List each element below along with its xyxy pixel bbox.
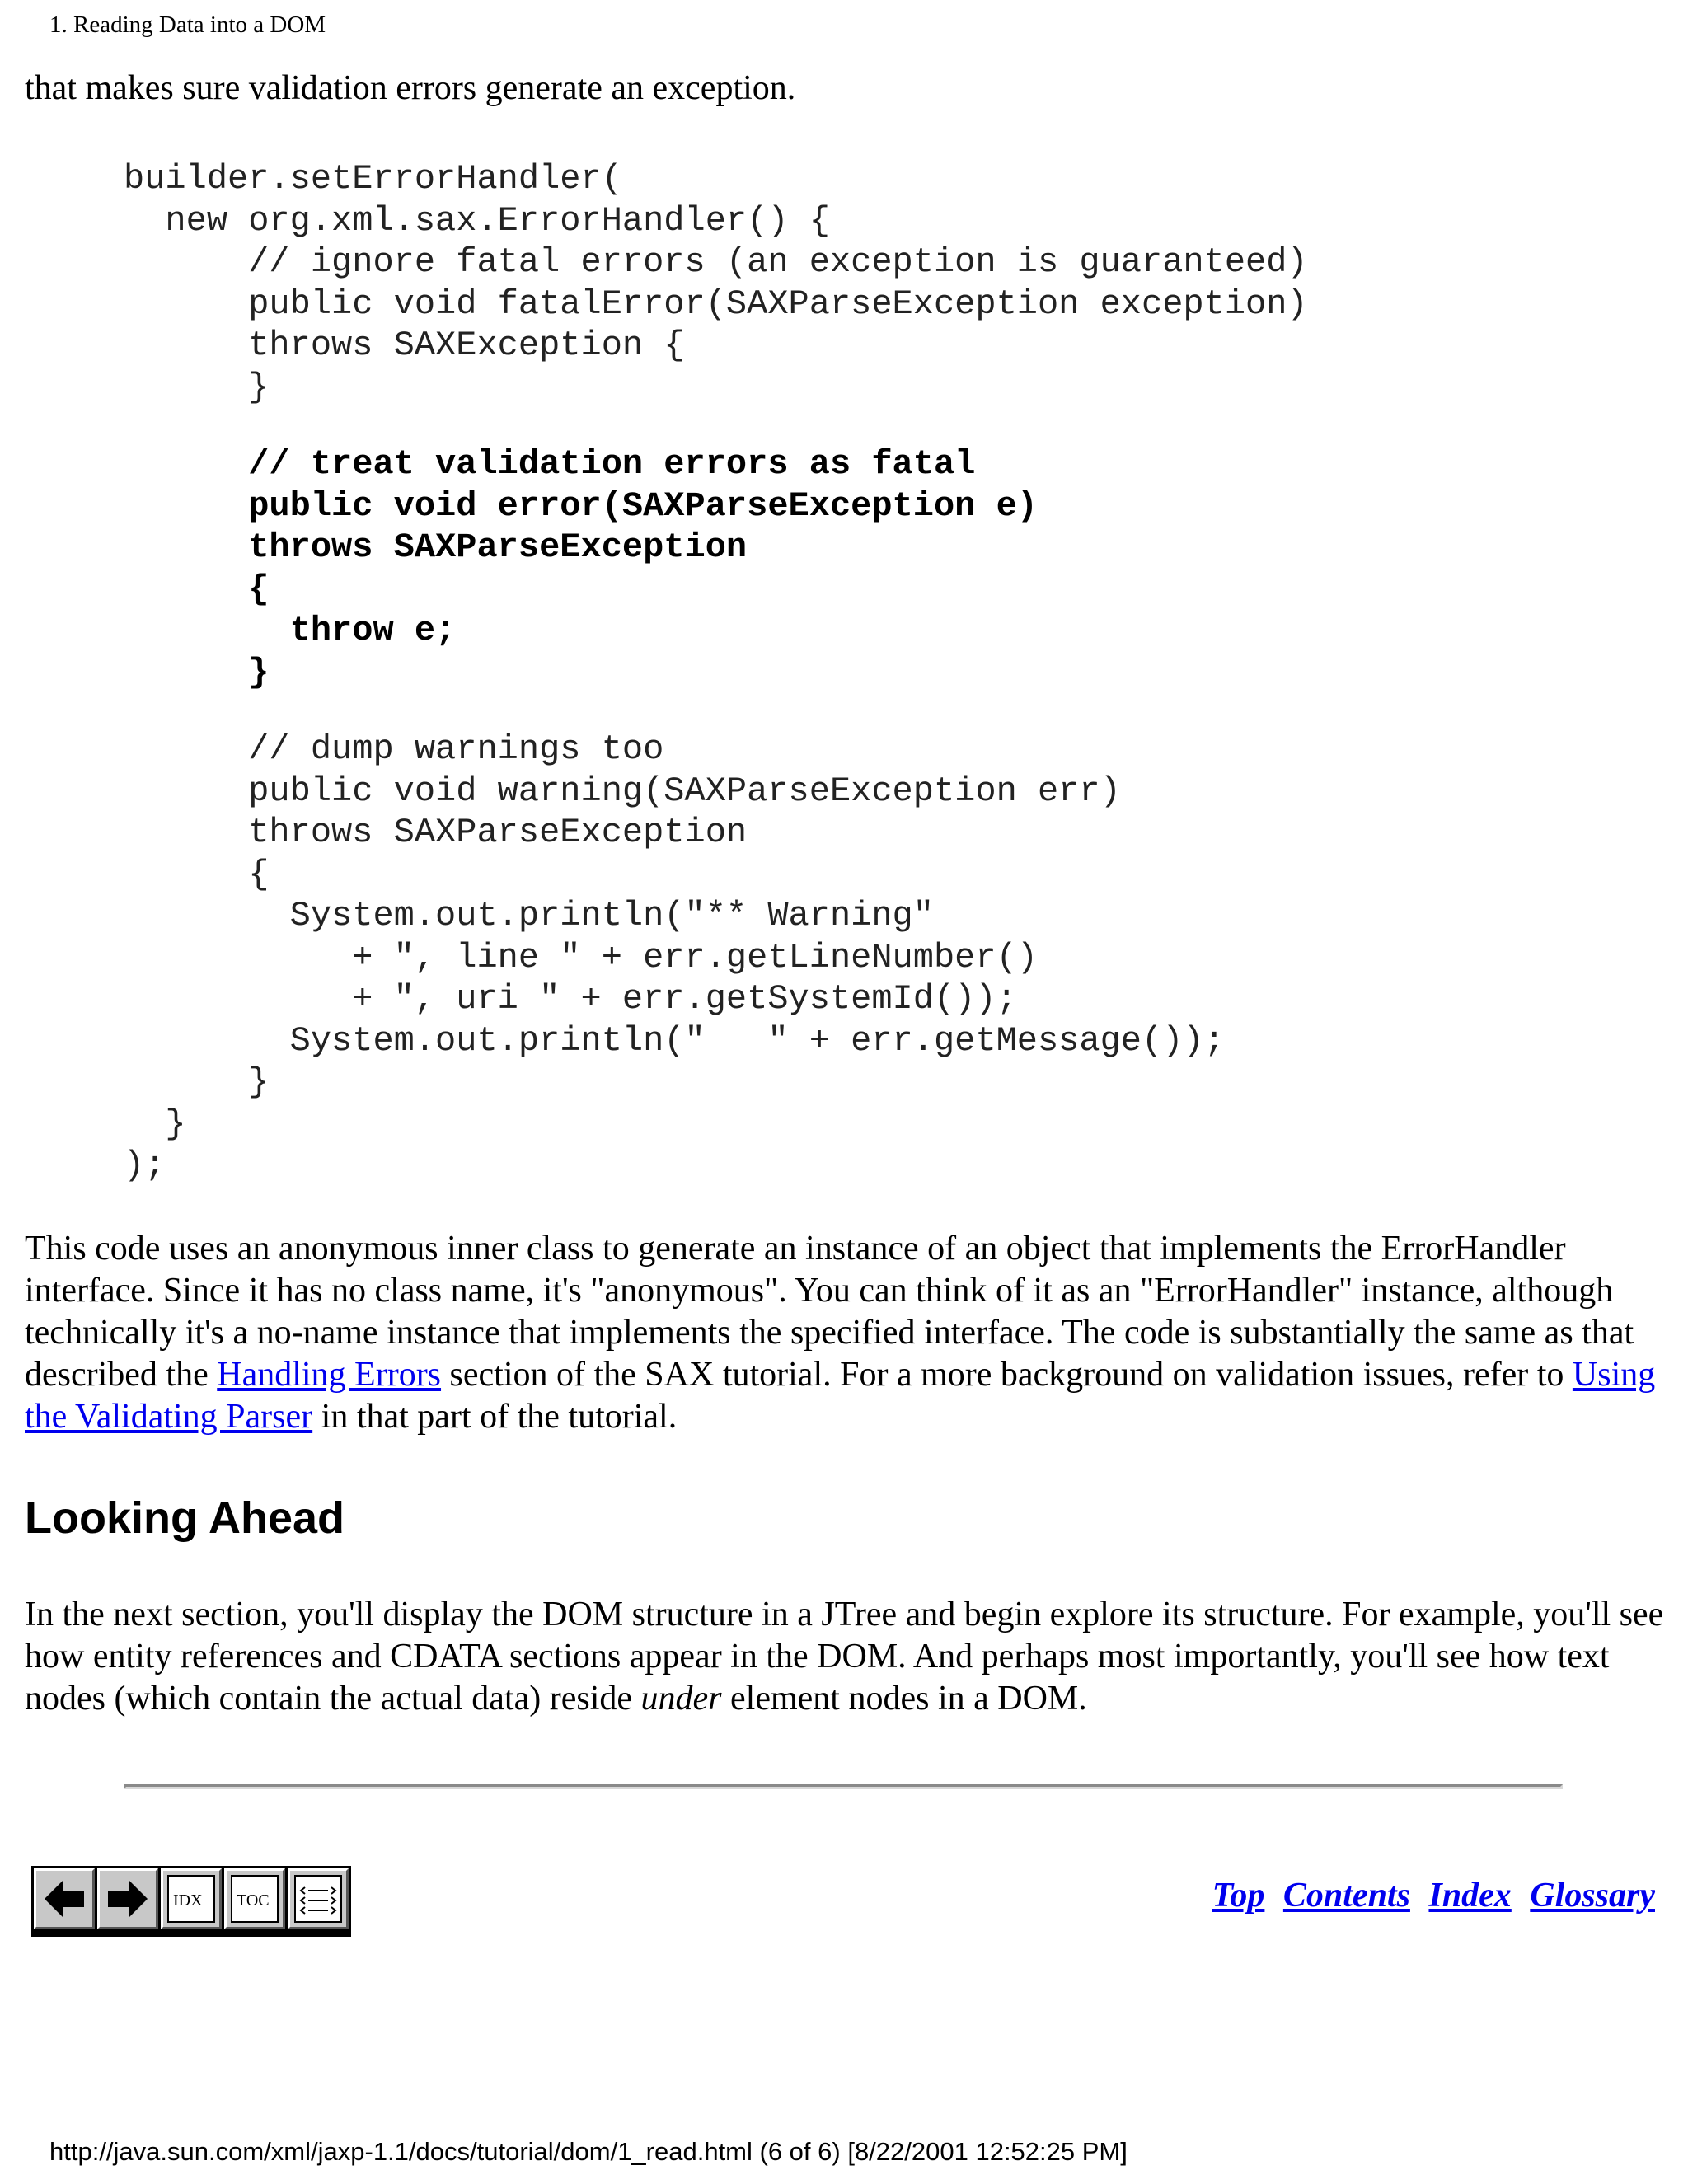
next-button[interactable]: [97, 1868, 158, 1929]
validating-parser-link[interactable]: Using the Validating Parser: [25, 1356, 1656, 1436]
explanation-paragraph: [25, 1228, 1673, 1438]
section-heading: Looking Ahead: [25, 1493, 345, 1543]
code-line: [124, 693, 1308, 729]
code-line: new org.xml.sax.ErrorHandler() {: [124, 200, 830, 241]
code-line: // dump warnings too: [124, 729, 664, 769]
code-line: throws SAXParseException: [124, 813, 748, 852]
code-line: {: [124, 854, 270, 894]
code-line: // treat validation errors as fatal: [124, 444, 976, 484]
code-line: System.out.println("** Warning": [124, 896, 934, 935]
code-line: public void error(SAXParseException e): [124, 485, 1038, 526]
handling-errors-link[interactable]: Handling Errors: [217, 1356, 442, 1394]
code-line: }: [124, 367, 270, 407]
index-icon: [166, 1874, 216, 1924]
page-header: 1. Reading Data into a DOM: [49, 12, 326, 38]
code-line: + ", line " + err.getLineNumber(): [124, 937, 1038, 977]
paragraph-text: section of the SAX tutorial. For a more background on validation issues, refer to: [441, 1356, 1573, 1394]
emphasis-text: under: [640, 1680, 722, 1718]
code-line: public void fatalError(SAXParseException exception): [124, 284, 1308, 324]
previous-arrow-icon: [41, 1876, 87, 1922]
intro-text: that makes sure validation errors generate an exception.: [25, 69, 796, 107]
code-line: throw e;: [124, 611, 457, 650]
toc-button[interactable]: [224, 1868, 285, 1929]
nav-links: [1203, 1872, 1655, 1919]
paragraph-text: element nodes in a DOM.: [721, 1680, 1087, 1718]
paragraph-text: in that part of the tutorial.: [312, 1398, 678, 1436]
paragraph-text: In the next section, you'll display the DOM structure in a JTree and begin explore its structure. For example, you'll see how entity references and CDATA sections appear in the DOM. And perhaps most importantly, you'll see how text nodes (which contain the actual data) reside: [25, 1596, 1664, 1718]
code-line: builder.setErrorHandler(: [124, 159, 622, 199]
code-line: }: [124, 1104, 186, 1144]
glossary-button[interactable]: [288, 1868, 349, 1929]
code-line: throws SAXParseException: [124, 527, 748, 567]
code-line: );: [124, 1146, 166, 1185]
code-line: public void warning(SAXParseException err): [124, 771, 1121, 811]
glossary-icon: [293, 1874, 343, 1924]
index-icon-label: IDX: [173, 1891, 203, 1910]
contents-link[interactable]: Contents: [1282, 1877, 1410, 1915]
paragraph-text: This code uses an anonymous inner class to generate an instance of an object that implements the ErrorHandler interface. Since it has no class name, it's "anonymous". You can think of it as an "ErrorHandler" instance, although technically it's a no-name instance that implements the specified interface. The code is substantially the same as that described the: [25, 1230, 1634, 1394]
looking-ahead-paragraph: [25, 1594, 1673, 1720]
toc-icon-label: TOC: [237, 1891, 270, 1910]
code-line: + ", uri " + err.getSystemId());: [124, 979, 1017, 1019]
index-button[interactable]: [161, 1868, 222, 1929]
footer-url: http://java.sun.com/xml/jaxp-1.1/docs/tutorial/dom/1_read.html (6 of 6) [8/22/2001 12:52:25 PM]: [49, 2137, 1128, 2166]
code-line: {: [124, 569, 270, 609]
code-line: [124, 408, 1308, 443]
horizontal-divider: [124, 1784, 1563, 1789]
code-line: }: [124, 1062, 270, 1102]
code-block: [124, 158, 1308, 1187]
toc-icon: [230, 1874, 279, 1924]
index-link[interactable]: Index: [1428, 1877, 1512, 1915]
next-arrow-icon: [105, 1876, 151, 1922]
top-link[interactable]: Top: [1212, 1877, 1265, 1915]
nav-button-bar: [31, 1866, 351, 1937]
code-line: throws SAXException {: [124, 326, 685, 365]
glossary-link[interactable]: Glossary: [1530, 1877, 1655, 1915]
code-line: // ignore fatal errors (an exception is guaranteed): [124, 242, 1308, 282]
code-line: System.out.println(" " + err.getMessage());: [124, 1020, 1225, 1061]
previous-button[interactable]: [34, 1868, 95, 1929]
code-line: }: [124, 652, 270, 692]
